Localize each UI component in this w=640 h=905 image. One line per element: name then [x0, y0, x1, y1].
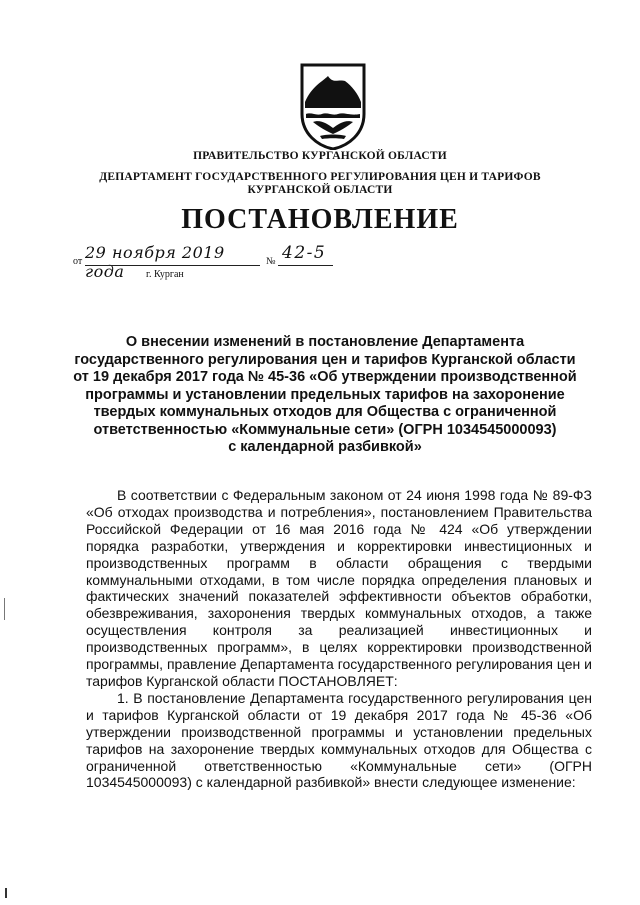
- title-line: О внесении изменений в постановление Департамента: [125, 334, 525, 350]
- title-line: государственного регулирования цен и тарифов Курганской области: [74, 351, 576, 368]
- document-type-heading: ПОСТАНОВЛЕНИЕ: [181, 204, 459, 235]
- city-label: г. Курган: [146, 269, 184, 280]
- handwritten-date: 29 ноября 2019 года: [85, 243, 225, 281]
- body-paragraph-preamble: В соответствии с Федеральным законом от 24 июня 1998 года № 89-ФЗ «Об отходах производства и потребления», постановлением Правительства Российской Федерации от 16 мая 2016 года № 424 «Об утверждении порядка разработки, утверждения и корректировки инвестиционных и производственных программ в области обращения с твердыми коммунальными отходами, в том числе порядка определения плановых и фактических значений показателей эффективности объектов обработки, обезвреживания, захоронения твердых коммунальных отходов, а также осуществления контроля за реализацией инвестиционных и производственных программ», в целях корректировки производственной программы, правление Департамента государственного регулирования цен и тарифов Курганской области ПОСТАНОВЛЯЕТ:: [86, 487, 592, 689]
- body-paragraph-item-1: 1. В постановление Департамента государственного регулирования цен и тарифов Курганской области от 19 декабря 2017 года № 45-36 «Об утверждении производственной программы и установлении предельных тарифов на захоронение твердых коммунальных отходов для Общества с ограниченной ответственностью «Коммунальные сети» (ОГРН 1034545000093) с календарной разбивкой» внести следующее изменение:: [86, 689, 592, 791]
- scan-edge-mark: [5, 888, 7, 898]
- title-line: программы и установлении предельных тарифов на захоронение: [85, 386, 565, 403]
- title-line: ответственностью «Коммунальные сети» (ОГРН 1034545000093): [93, 421, 557, 438]
- department-name-line1: ДЕПАРТАМЕНТ ГОСУДАРСТВЕННОГО РЕГУЛИРОВАНИЯ ЦЕН И ТАРИФОВ: [99, 171, 541, 183]
- document-body: [86, 487, 592, 791]
- date-prefix: от: [73, 256, 83, 267]
- department-name: [0, 171, 640, 197]
- department-name-line2: КУРГАНСКОЙ ОБЛАСТИ: [247, 184, 393, 196]
- title-line: с календарной разбивкой»: [228, 439, 422, 455]
- date-underline: [85, 265, 260, 266]
- document-title: [60, 334, 590, 457]
- number-underline: [278, 265, 333, 266]
- coat-of-arms-emblem: [298, 62, 368, 150]
- handwritten-number: 42-5: [282, 243, 327, 263]
- number-prefix: №: [266, 256, 276, 267]
- title-line: от 19 декабря 2017 года № 45-36 «Об утверждении производственной: [73, 369, 577, 385]
- scan-margin-mark: [4, 598, 5, 620]
- title-line: твердых коммунальных отходов для Общества с ограниченной: [93, 404, 557, 420]
- date-number-line: [73, 243, 373, 283]
- organization-name: ПРАВИТЕЛЬСТВО КУРГАНСКОЙ ОБЛАСТИ: [193, 150, 447, 162]
